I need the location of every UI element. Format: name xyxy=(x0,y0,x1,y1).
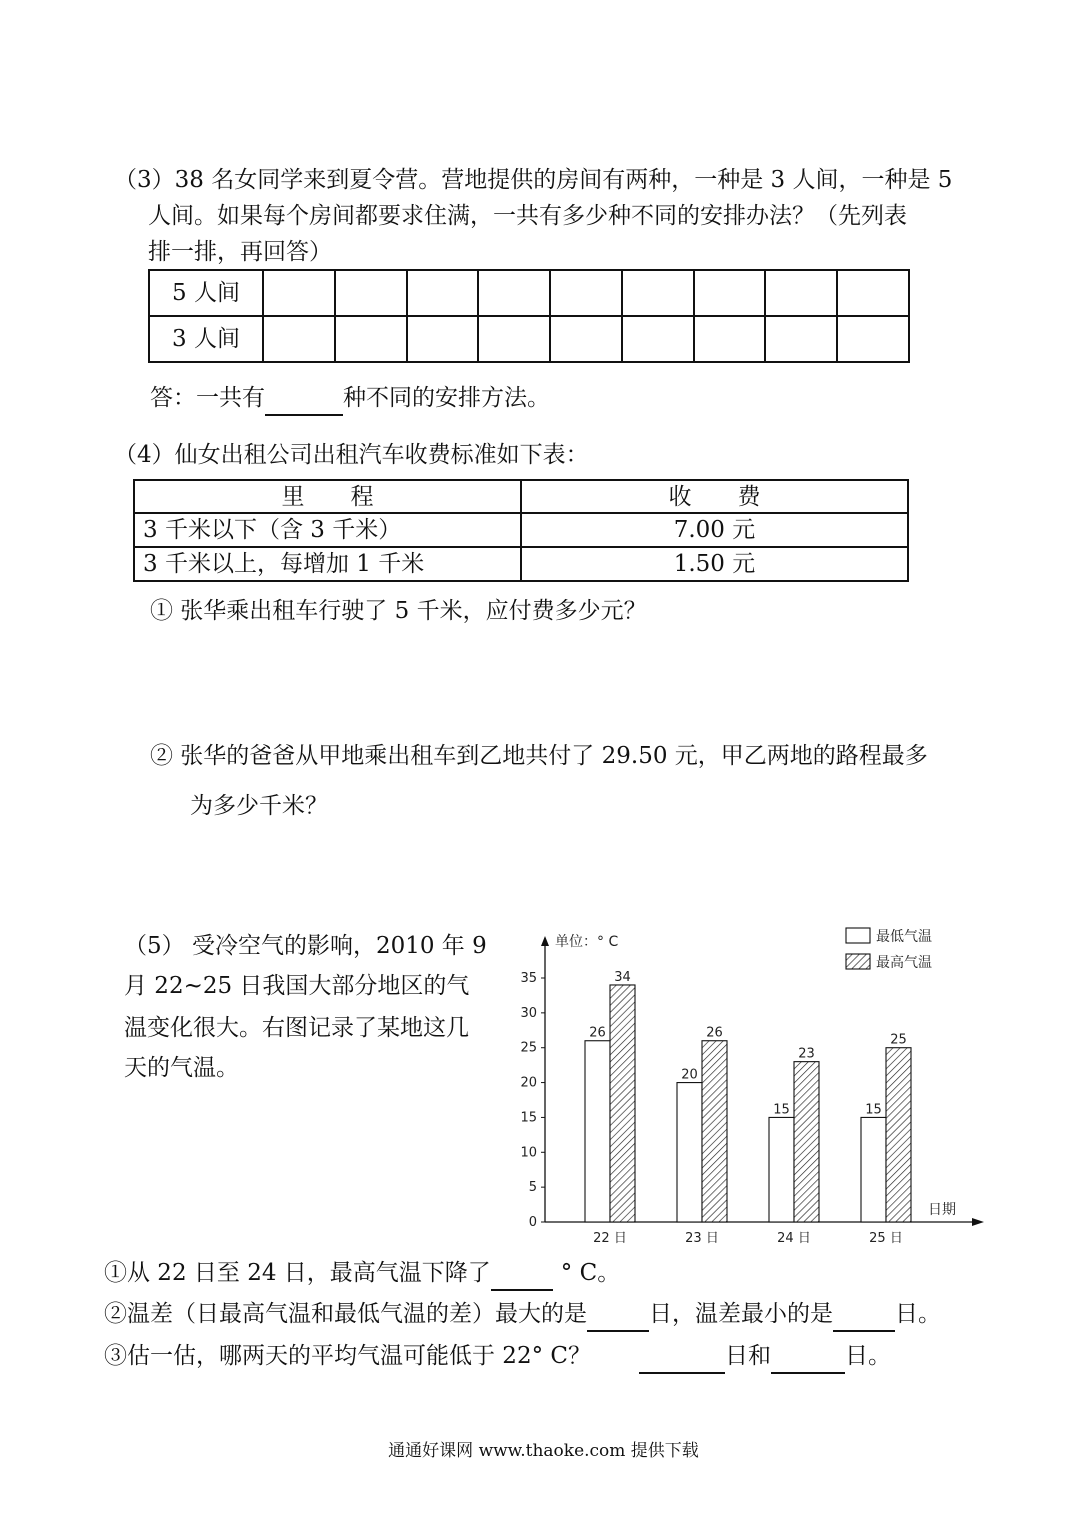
answer-blank[interactable] xyxy=(491,1263,553,1291)
q4-sub-1: ① 张华乘出租车行驶了 5 千米，应付费多少元？ xyxy=(150,598,647,624)
q4-sub-2-line-1: ② 张华的爸爸从甲地乘出租车到乙地共付了 29.50 元，甲乙两地的路程最多 xyxy=(150,743,928,769)
bar xyxy=(585,1041,610,1222)
q3-answer-prefix: 答：一共有 xyxy=(150,385,265,411)
page-footer: 通通好课网 www.thaoke.com 提供下载 xyxy=(388,1441,699,1461)
bar xyxy=(769,1117,794,1222)
bar xyxy=(861,1117,886,1222)
bar xyxy=(610,985,635,1222)
room-arrangement-table xyxy=(148,269,910,363)
q5-c-suffix: 日。 xyxy=(845,1343,891,1369)
row-label-3-person: 3 人间 xyxy=(149,316,263,362)
legend-label: 最高气温 xyxy=(876,955,932,971)
blank-cell[interactable] xyxy=(837,270,909,316)
bar xyxy=(794,1062,819,1222)
answer-blank[interactable] xyxy=(771,1346,845,1374)
x-tick-label: 24 日 xyxy=(777,1231,811,1246)
blank-cell[interactable] xyxy=(335,316,407,362)
blank-cell[interactable] xyxy=(263,270,335,316)
q3-answer xyxy=(150,380,550,416)
y-axis-arrow xyxy=(541,936,549,946)
header-distance: 里 程 xyxy=(134,480,521,513)
bar-value-label: 25 xyxy=(890,1032,907,1048)
y-tick-label: 15 xyxy=(520,1110,537,1126)
blank-cell[interactable] xyxy=(263,316,335,362)
blank-cell[interactable] xyxy=(694,316,766,362)
bar-value-label: 15 xyxy=(773,1102,790,1118)
y-tick-label: 20 xyxy=(520,1075,537,1091)
fare-fee-cell: 7.00 元 xyxy=(521,513,908,547)
row-3-person xyxy=(149,316,909,362)
fare-row xyxy=(134,547,908,581)
q5-question-c xyxy=(104,1338,891,1374)
q5-a-suffix: ° C。 xyxy=(560,1260,621,1286)
blank-cell[interactable] xyxy=(765,270,837,316)
row-5-person xyxy=(149,270,909,316)
blank-cell[interactable] xyxy=(478,316,550,362)
q5-c-mid: 日和 xyxy=(725,1343,771,1369)
y-tick-label: 10 xyxy=(520,1145,537,1161)
blank-cell[interactable] xyxy=(622,270,694,316)
bar-value-label: 23 xyxy=(798,1046,815,1062)
q5-line-4: 天的气温。 xyxy=(124,1055,239,1081)
answer-blank[interactable] xyxy=(639,1346,725,1374)
fare-distance-cell: 3 千米以上，每增加 1 千米 xyxy=(134,547,521,581)
bar xyxy=(886,1048,911,1222)
y-tick-label: 5 xyxy=(528,1180,537,1196)
bar-value-label: 26 xyxy=(706,1025,723,1041)
bar-value-label: 26 xyxy=(589,1025,606,1041)
blank-cell[interactable] xyxy=(550,270,622,316)
q5-b-prefix: ②温差（日最高气温和最低气温的差）最大的是 xyxy=(104,1301,587,1327)
blank-cell[interactable] xyxy=(622,316,694,362)
bar-value-label: 15 xyxy=(865,1102,882,1118)
row-label-5-person: 5 人间 xyxy=(149,270,263,316)
fare-table xyxy=(133,479,909,582)
q3-line-2: 人间。如果每个房间都要求住满，一共有多少种不同的安排办法？（先列表 xyxy=(148,203,907,229)
q3-line-3: 排一排，再回答） xyxy=(148,239,332,265)
bar-value-label: 20 xyxy=(681,1067,698,1083)
q3-line-1: （3）38 名女同学来到夏令营。营地提供的房间有两种，一种是 3 人间，一种是 5 xyxy=(114,167,953,193)
q3-answer-suffix: 种不同的安排方法。 xyxy=(343,385,550,411)
fare-distance-cell: 3 千米以下（含 3 千米） xyxy=(134,513,521,547)
legend-label: 最低气温 xyxy=(876,929,932,945)
q5-a-prefix: ①从 22 日至 24 日，最高气温下降了 xyxy=(104,1260,491,1286)
q5-b-suffix: 日。 xyxy=(895,1301,941,1327)
q5-line-3: 温变化很大。右图记录了某地这几 xyxy=(124,1015,469,1041)
y-tick-label: 25 xyxy=(520,1040,537,1056)
answer-blank[interactable] xyxy=(265,388,343,416)
x-tick-label: 25 日 xyxy=(869,1231,903,1246)
q5-question-b xyxy=(104,1296,941,1332)
temperature-bar-chart xyxy=(500,910,1000,1260)
bar xyxy=(702,1041,727,1222)
blank-cell[interactable] xyxy=(765,316,837,362)
q4-sub-2-line-2: 为多少千米？ xyxy=(190,793,328,819)
fare-row xyxy=(134,513,908,547)
legend-swatch xyxy=(846,928,870,943)
bar xyxy=(677,1083,702,1222)
blank-cell[interactable] xyxy=(407,270,479,316)
bar-value-label: 34 xyxy=(614,969,631,985)
blank-cell[interactable] xyxy=(478,270,550,316)
y-tick-label: 30 xyxy=(520,1005,537,1021)
blank-cell[interactable] xyxy=(550,316,622,362)
y-tick-label: 0 xyxy=(528,1215,537,1230)
blank-cell[interactable] xyxy=(694,270,766,316)
y-axis-label: 单位：° C xyxy=(555,934,619,950)
x-axis-label: 日期 xyxy=(928,1202,956,1218)
fare-fee-cell: 1.50 元 xyxy=(521,547,908,581)
blank-cell[interactable] xyxy=(335,270,407,316)
answer-blank[interactable] xyxy=(833,1304,895,1332)
q5-line-1: （5） 受冷空气的影响，2010 年 9 xyxy=(124,933,487,959)
q5-question-a xyxy=(104,1255,620,1291)
answer-blank[interactable] xyxy=(587,1304,649,1332)
x-tick-label: 22 日 xyxy=(593,1231,627,1246)
blank-cell[interactable] xyxy=(837,316,909,362)
q5-line-2: 月 22~25 日我国大部分地区的气 xyxy=(124,973,470,999)
q5-c-prefix: ③估一估，哪两天的平均气温可能低于 22° C？ xyxy=(104,1343,591,1369)
q4-intro: （4）仙女出租公司出租汽车收费标准如下表： xyxy=(114,442,589,468)
legend-swatch xyxy=(846,954,870,969)
y-tick-label: 35 xyxy=(520,971,537,986)
fare-header-row xyxy=(134,480,908,513)
header-fee: 收 费 xyxy=(521,480,908,513)
q5-b-mid: 日，温差最小的是 xyxy=(649,1301,833,1327)
blank-cell[interactable] xyxy=(407,316,479,362)
x-axis-arrow xyxy=(972,1218,984,1226)
x-tick-label: 23 日 xyxy=(685,1231,719,1246)
